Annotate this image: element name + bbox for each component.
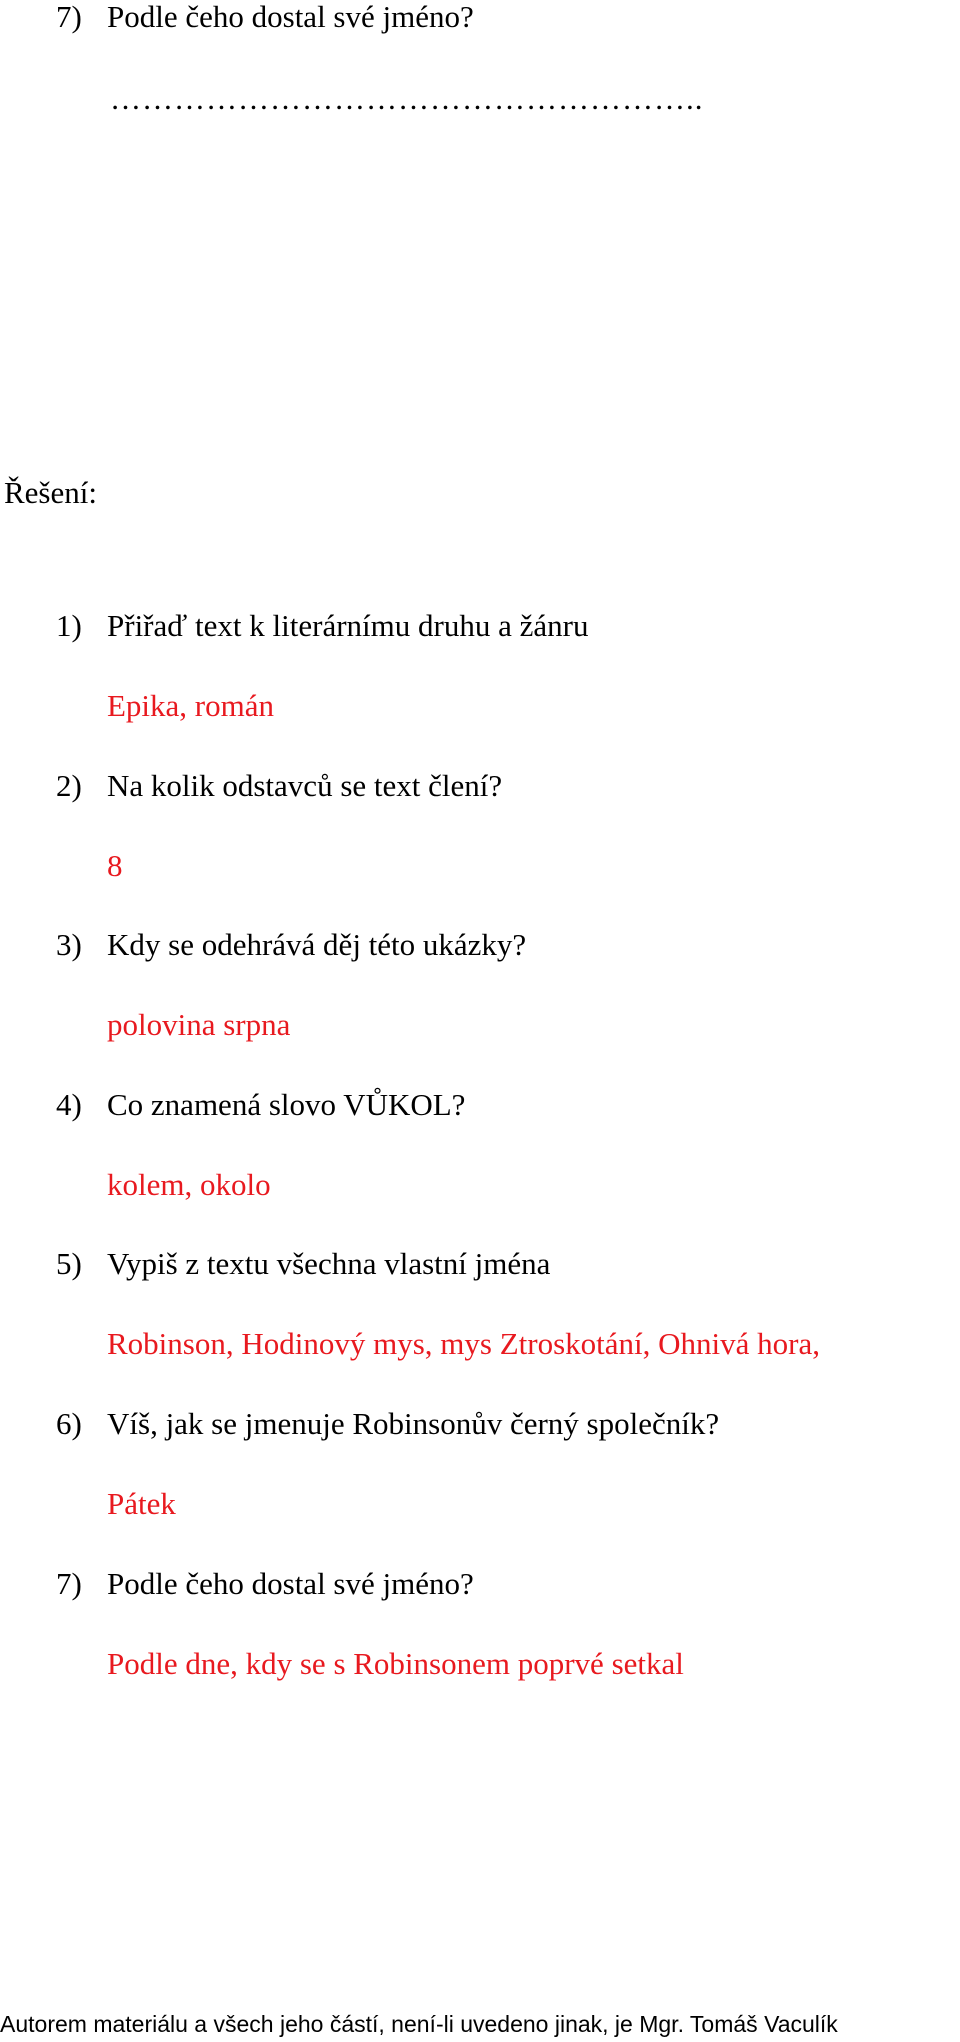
solution-answer-4: kolem, okolo xyxy=(107,1167,271,1202)
answer-blank-dots: ……………………………………………….. xyxy=(110,81,704,116)
question-text: Kdy se odehrává děj této ukázky? xyxy=(107,927,527,962)
question-number: 7) xyxy=(56,0,82,34)
question-number: 4) xyxy=(56,1087,82,1122)
solution-answer-2: 8 xyxy=(107,848,123,883)
question-number: 3) xyxy=(56,927,82,962)
question-text: Víš, jak se jmenuje Robinsonův černý společník? xyxy=(107,1406,720,1441)
question-number: 6) xyxy=(56,1406,82,1441)
solution-answer-3: polovina srpna xyxy=(107,1007,291,1042)
question-text: Přiřaď text k literárnímu druhu a žánru xyxy=(107,608,589,643)
question-number: 1) xyxy=(56,608,82,643)
question-text: Vypiš z textu všechna vlastní jména xyxy=(107,1246,551,1281)
question-number: 2) xyxy=(56,768,82,803)
solution-heading: Řešení: xyxy=(4,475,97,510)
question-text: Podle čeho dostal své jméno? xyxy=(107,1566,474,1601)
solution-answer-1: Epika, román xyxy=(107,688,275,723)
solution-answer-7: Podle dne, kdy se s Robinsonem poprvé setkal xyxy=(107,1646,684,1681)
question-text: Co znamená slovo VŮKOL? xyxy=(107,1087,466,1122)
question-text: Na kolik odstavců se text člení? xyxy=(107,768,503,803)
solution-answer-5: Robinson, Hodinový mys, mys Ztroskotání, Ohnivá hora, xyxy=(107,1326,820,1361)
question-text: Podle čeho dostal své jméno? xyxy=(107,0,474,34)
solution-answer-6: Pátek xyxy=(107,1486,176,1521)
question-number: 7) xyxy=(56,1566,82,1601)
question-number: 5) xyxy=(56,1246,82,1281)
author-footer: Autorem materiálu a všech jeho částí, není-li uvedeno jinak, je Mgr. Tomáš Vaculík xyxy=(0,2011,838,2037)
